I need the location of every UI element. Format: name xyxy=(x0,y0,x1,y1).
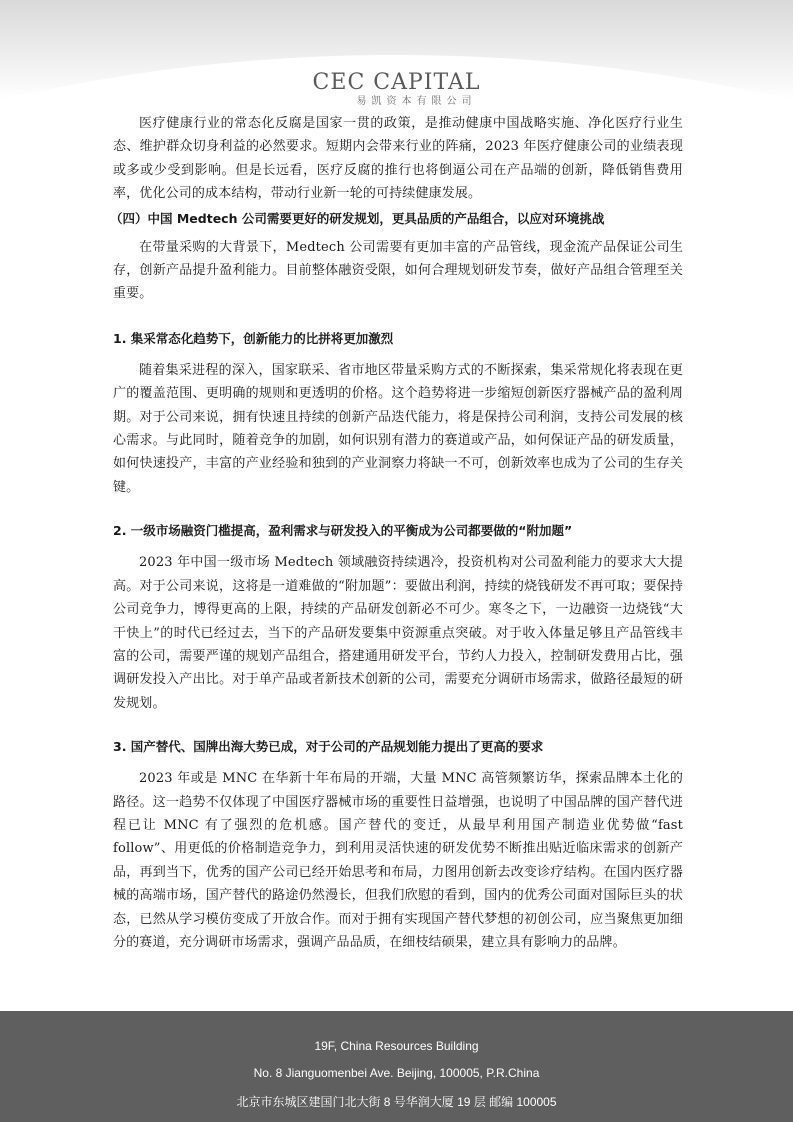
paragraph: 2023 年或是 MNC 在华新十年布局的开端，大量 MNC 高管频繁访华，探索品牌本土化的路径。这一趋势不仅体现了中国医疗器械市场的重要性日益增强，也说明了中国品牌的国产替代进程已让 MNC 有了强烈的危机感。国产替代的变迁，从最早利用国产制造业优势做“fast follow”、用更低的价格制造竞争力，到利用灵活快速的研发优势不断推出贴近临床需求的创新产品，再到当下，优秀的国产公司已经开始思考和布局，力图用创新去改变诊疗结构。在国内医疗器械的高端市场，国产替代的路途仍然漫长，但我们欣慰的看到，国内的优秀公司面对国际巨头的状态，已然从学习模仿变成了开放合作。而对于拥有实现国产替代梦想的初创公司，应当聚焦更加细分的赛道，充分调研市场需求，强调产品品质，在细枝结硕果，建立具有影响力的品牌。 xyxy=(113,771,683,950)
logo-subtitle: 易凯资本有限公司 xyxy=(356,96,477,107)
footer-address-line: No. 8 Jianguomenbei Ave. Beijing, 100005, P.R.China xyxy=(253,1066,540,1080)
subsection-heading: 1. 集采常态化趋势下，创新能力的比拼将更加激烈 xyxy=(113,330,394,346)
company-logo xyxy=(0,70,793,108)
paragraph: 医疗健康行业的常态化反腐是国家一贯的政策，是推动健康中国战略实施、净化医疗行业生态、维护群众切身利益的必然要求。短期内会带来行业的阵痛，2023 年医疗健康公司的业绩表现或多或少受到影响。但是长远看，医疗反腐的推行也将倒逼公司在产品端的创新，降低销售费用率，优化公司的成本结构，带动行业新一轮的可持续健康发展。 xyxy=(113,116,683,202)
document-body xyxy=(110,110,683,954)
footer-address-line: 北京市东城区建国门北大街 8 号华润大厦 19 层 邮编 100005 xyxy=(236,1095,557,1109)
logo-name: CEC CAPITAL xyxy=(312,70,481,95)
subsection-heading: 3. 国产替代、国牌出海大势已成，对于公司的产品规划能力提出了更高的要求 xyxy=(113,739,544,755)
section-heading: （四）中国 Medtech 公司需要更好的研发规划，更具品质的产品组合，以应对环境挑战 xyxy=(110,210,605,226)
subsection-heading: 2. 一级市场融资门槛提高，盈利需求与研发投入的平衡成为公司都要做的“附加题” xyxy=(113,523,573,539)
footer-address-line: 19F, China Resources Building xyxy=(314,1039,479,1053)
paragraph: 随着集采进程的深入，国家联采、省市地区带量采购方式的不断探索，集采常规化将表现在更广的覆盖范围、更明确的规则和更透明的价格。这个趋势将进一步缩短创新医疗器械产品的盈利周期。对于公司来说，拥有快速且持续的创新产品迭代能力，将是保持公司利润，支持公司发展的核心需求。与此同时，随着竞争的加剧，如何识别有潜力的赛道或产品，如何保证产品的研发质量，如何快速投产，丰富的产业经验和独到的产业洞察力将缺一不可，创新效率也成为了公司的生存关键。 xyxy=(113,362,683,495)
page-footer xyxy=(0,1011,793,1122)
paragraph: 在带量采购的大背景下，Medtech 公司需要有更加丰富的产品管线，现金流产品保证公司生存，创新产品提升盈利能力。目前整体融资受限，如何合理规划研发节奏，做好产品组合管理至关重要。 xyxy=(113,239,683,302)
paragraph: 2023 年中国一级市场 Medtech 领域融资持续遇冷，投资机构对公司盈利能力的要求大大提高。对于公司来说，这将是一道难做的“附加题”：要做出利润，持续的烧钱研发不再可取；要保持公司竞争力，博得更高的上限，持续的产品研发创新必不可少。寒冬之下，一边融资一边烧钱“大干快上”的时代已经过去，当下的产品研发要集中资源重点突破。对于收入体量足够且产品管线丰富的公司，需要严谨的规划产品组合，搭建通用研发平台，节约人力投入，控制研发费用占比，强调研发投入产出比。对于单产品或者新技术创新的公司，需要充分调研市场需求，做路径最短的研发规划。 xyxy=(113,555,683,711)
